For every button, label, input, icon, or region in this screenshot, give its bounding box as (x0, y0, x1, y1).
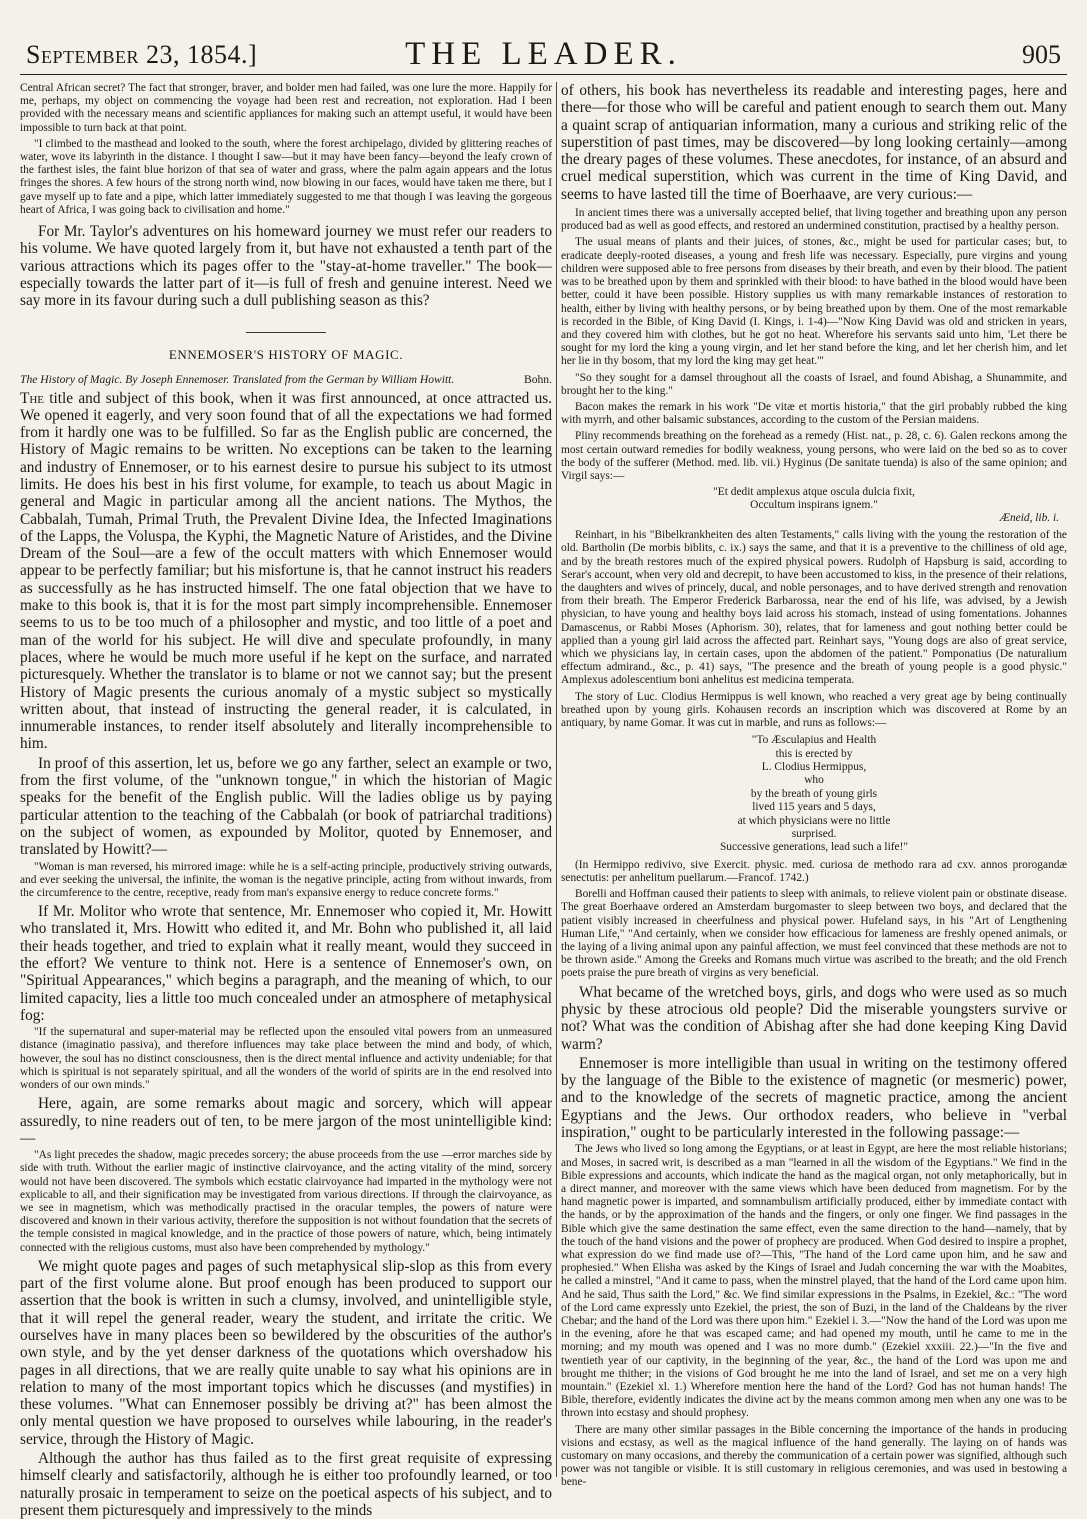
epitaph-line: by the breath of young girls (750, 787, 878, 800)
epitaph-line: L. Clodius Hermippus, (761, 761, 867, 773)
body-paragraph: of others, his book has nevertheless its readable and interesting pages, here and there—for those who will be careful and patient enough to search them out. Many a quaint scrap of antiquarian information, many a curious and striking relic of the superstition of past times, may be discovered—by long looking certainly—among the dreary pages of these volumes. These anecdotes, for instance, of an absurd and cruel medical superstition, which was current in the time of King David, and seems to have lasted till the time of Boerhaave, are very curious:— (561, 82, 1067, 203)
body-paragraph: If Mr. Molitor who wrote that sentence, Mr. Ennemoser who copied it, Mr. Howitt who translated it, Mrs. Howitt who edited it, and Mr. Bohn who published it, all laid their heads together, and tried to explain what it really meant, would they succeed in the effort? We venture to think not. Here is a sentence of Ennemoser's own, on "Spiritual Appearances," which begins a paragraph, and the meaning of which, to our limited capacity, lies a little too much concealed under an atmosphere of metaphysical fog: (20, 903, 552, 1024)
body-paragraph: What became of the wretched boys, girls, and dogs who were used as so much physic by these atrocious old people? Did the miserable youngsters survive or not? What was the condition of Abishag after she had done keeping King David warm? (561, 983, 1067, 1053)
citation-text: The History of Magic. By Joseph Ennemoser. Translated from the German by William Howitt. (20, 372, 455, 386)
epitaph-line: Successive generations, lead such a life!" (719, 841, 909, 854)
quote-paragraph: There are many other similar passages in the Bible concerning the importance of the hands in producing visions and ecstasy, as well as the magical influence of the hand generally. The laying on of hands was customary on many occasions, and thereby the communication of a certain power was signified, although such power was not tangible or visible. It is still customary in religious ceremonies, and was used in bestowing a bene- (561, 1423, 1067, 1489)
quote-paragraph: In ancient times there was a universally accepted belief, that living together and breathing upon any person produced bad as well as good effects, and restored an undermined constitution, practised by a healthy person. (561, 207, 1067, 233)
body-paragraph: For Mr. Taylor's adventures on his homeward journey we must refer our readers to his volume. We have quoted largely from it, but have not exhausted a tenth part of the various attractions which its pages offer to the "stay-at-home traveller." The book—especially towards the latter part of it—is full of fresh and genuine interest. Need we say more in its favour during such a dull publishing season as this? (20, 223, 552, 310)
latin-verse (561, 486, 1067, 525)
quote-paragraph: "I climbed to the masthead and looked to the south, where the forest archipelago, divided by glittering reaches of water, wove its labyrinth in the distance. I thought I saw—but it may have been fancy—beyond the leafy crown of the farthest isles, the faint blue horizon of that sea of water and grass, where the palm again appears and the lotus fringes the shores. A few hours of the strong north wind, now blowing in our faces, would have taken me there, but I gave myself up to fate and a pipe, which latter immediately suggested to me that though I was leaving the gorgeous heart of Africa, I was going back to civilisation and home." (20, 137, 552, 216)
quote-paragraph: "If the supernatural and super-material may be reflected upon the ensouled vital powers from an unmeasured distance (imaginatio passiva), and therefore influences may take place between the mind and body, of which, however, the soul has no distinct consciousness, then is the direct mental influence and activity undeniable; for that which is spiritual is not separately spiritual, and all the wonders of the world of spirits are in the end resolved into wonders of our own minds." (20, 1026, 552, 1092)
epitaph-line: at which physicians were no little (737, 814, 891, 827)
body-paragraph: Although the author has thus failed as to the first great requisite of expressing himself clearly and satisfactorily, although he is either too profoundly learned, or too naturally prosaic in temperament to seize on the poetical aspects of his subject, and to present them picturesquely and impressively to the minds (20, 1450, 552, 1519)
quote-paragraph: The Jews who lived so long among the Egyptians, or at least in Egypt, are here the most reliable historians; and Moses, in sacred writ, is described as a man "learned in all the wisdom of the Egyptians." We find in the Bible expressions and accounts, which indicate the hand as the magical organ, not only metaphorically, but in a direct manner, and moreover with the same views which have been deduced from magnetism. For by the hand magnetic power is imparted, and somnambulism artificially produced, either by immediate contact with the hands, or by the approximation of the hands and the fingers, or only one finger. We find passages in the Bible which give the same destination the same effect, even the same direction to the hand—namely, that by the touch of the hand visions and the power of prophecy are produced. When God desired to inspire a prophet, what expression do we find made use of?—This, "The hand of the Lord came upon him, and he saw and prophesied." When Elisha was asked by the Kings of Israel and Judah concerning the war with the Moabites, he called a minstrel, "And it came to pass, when the minstrel played, that the hand of the Lord came upon him. And he said, Thus saith the Lord," &c. We find similar expressions in the Psalms, in Ezekiel, &c.: "The word of the Lord came expressly unto Ezekiel, the priest, the son of Buzi, in the land of the Chaldeans by the river Chebar; and the hand of the Lord was there upon him." Ezekiel i. 3.—"Now the hand of the Lord was upon me in the evening, afore he that was escaped came; and had opened my mouth, until he came to me in the morning; and my mouth was opened and I was no more dumb." (Ezekiel xxxiii. 22.)—"In the five and twentieth year of our captivity, in the beginning of the year, &c., the hand of the Lord was upon me and brought me thither; in the visions of God brought he me into the land of Israel, and set me on a very high mountain." (Ezekiel xl. 1.) Wherefore mention here the hand of the Lord? God has not human hands! The Bible, therefore, evidently indicates the divine act by the means common among men when any one was to be thrown into ecstasy and should prophesy. (561, 1143, 1067, 1420)
quote-paragraph: Reinhart, in his "Bibelkrankheiten des alten Testaments," calls living with the young the restoration of the old. Bartholin (De morbis biblits, c. ix.) says the same, and that it is a preventive to the chilliness of old age, and by the breath restores much of the expired physical powers. Rudolph of Hapsburg is said, according to Serar's account, when very old and decrepit, to have been accustomed to kiss, in the presence of their relations, the daughters and wives of princely, ducal, and noble personages, and to have derived strength and renovation from their breath. The Emperor Frederick Barbarossa, near the end of his life, was advised, by a Jewish physician, to have young and healthy boys laid across his stomach, instead of using fomentations. Johannes Damascenus, or Rabbi Moses (Aphorism. 30), relates, that for lameness and gout nothing better could be applied than a young girl laid across the affected part. Reinhart says, "Young dogs are also of great service, which we physicians lay, in certain cases, upon the abdomen of the patient." Pomponatius (De naturalium effectum admirand., &c., p. 41) says, "The presence and the breath of young people is a good physic." Amplexus adolescentium boni anhelitus est medicina temperata. (561, 529, 1067, 687)
quote-paragraph: Central African secret? The fact that stronger, braver, and bolder men had failed, was one lure the more. Happily for me, perhaps, my object on commencing the voyage had been rest and recreation, not exploration. Had I been provided with the necessary means and scientific appliances for making such an attempt useful, it would have been impossible to turn back at that point. (20, 82, 552, 134)
right-column (561, 82, 1067, 1489)
epitaph-line: surprised. (791, 828, 837, 841)
newspaper-title: THE LEADER. (405, 36, 682, 72)
left-column (20, 82, 552, 1519)
quote-paragraph: "So they sought for a damsel throughout all the coasts of Israel, and found Abishag, a Shunammite, and brought her to the king." (561, 371, 1067, 397)
column-divider (556, 82, 557, 1477)
quote-paragraph: The usual means of plants and their juices, of stones, &c., might be used for particular cases; but, to eradicate deeply-rooted diseases, a young and fresh life was necessary. Especially, pure virgins and young children were supposed able to free persons from diseases by their breath, and even by their blood. The patient was to be breathed upon by them and sprinkled with their blood: to have bathed in the blood would have been better, could it have been possible. History supplies us with many remarkable instances of restoration to health, either by living with healthy persons, or by being breathed upon by them. One of the most remarkable is recorded in the Bible, of King David (I. Kings, i. 1-4)—"Now King David was old and stricken in years, and they covered him with clothes, but he got no heat. Wherefore his servants said unto him, 'Let there be sought for my lord the king a young virgin, and let her stand before the king, and let her cherish him, and let her lie in thy bosom, that my lord the king may get heat.'" (561, 236, 1067, 368)
body-paragraph: We might quote pages and pages of such metaphysical slip-slop as this from every part of the first volume alone. But proof enough has been produced to support our assertion that the book is written in such a clumsy, involved, and unintelligible style, that it will repel the general reader, weary the student, and irritate the critic. We ourselves have in many places been so bewildered by the obscurities of the author's own style, and by the yet denser darkness of the quotations which overshadow his pages in all directions, that we are really quite unable to say what his opinions are in relation to many of the most important topics which he discusses (and mystifies) in these volumes. "What can Ennemoser possibly be driving at?" has been almost the only mental question we have proposed to ourselves while labouring, in the reader's service, through the History of Magic. (20, 1257, 552, 1448)
body-paragraph: In proof of this assertion, let us, before we go any farther, select an example or two, from the first volume, of the "unknown tongue," in which the historian of Magic speaks for the benefit of the English public. Will the ladies oblige us by paying particular attention to the teaching of the Cabbalah (or book of patriarchal traditions) on the subject of women, as expounded by Molitor, quoted by Ennemoser, and translated by Howitt?— (20, 754, 552, 859)
body-paragraph: Here, again, are some remarks about magic and sorcery, which will appear assuredly, to nine readers out of ten, to be mere jargon of the most unintelligible kind:— (20, 1095, 552, 1147)
article-heading: ENNEMOSER'S HISTORY OF MAGIC. (168, 346, 404, 362)
epitaph-line: "To Æsculapius and Health (751, 734, 877, 747)
citation-publisher: Bohn. (523, 372, 552, 386)
epitaph-line: who (804, 774, 824, 787)
quote-paragraph: (In Hermippo redivivo, sive Exercit. physic. med. curiosa de methodo rara ad cxv. annos prorogandæ senectutis: per anhelitum puellarum.—Francof. 1742.) (561, 858, 1067, 885)
verse-line: Occultum inspirans ignem." (750, 499, 878, 512)
page-number: 905 (1022, 40, 1061, 69)
issue-date: September 23, 1854.] (26, 40, 258, 69)
lead-word: The (20, 389, 45, 407)
body-paragraph: Ennemoser is more intelligible than usual in writing on the testimony offered by the language of the Bible to the existence of magnetic (or mesmeric) power, and to the knowledge of the secrets of magnetic practice, among the ancient Egyptians and the Jews. Our orthodox readers, who believe in "verbal inspiration," ought to be particularly interested in the following passage:— (561, 1054, 1067, 1142)
book-citation (20, 373, 552, 386)
body-paragraph (20, 390, 552, 753)
verse-line: "Et dedit amplexus atque oscula dulcia fixit, (713, 486, 915, 499)
quote-paragraph: Bacon makes the remark in his work "De vitæ et mortis historia," that the girl probably rubbed the king with myrrh, and other balsamic substances, according to the custom of the Persian maidens. (561, 400, 1067, 427)
epitaph-line: lived 115 years and 5 days, (752, 801, 876, 814)
quote-paragraph: "Woman is man reversed, his mirrored image: while he is a self-acting principle, productively striving outwards, and ever seeking the universal, the infinite, the woman is the negative principle, acting from without inwards, from the circumference to the centre, receptive, ready from man's expansive energy to reduce concrete forms." (20, 860, 552, 899)
quote-paragraph: Pliny recommends breathing on the forehead as a remedy (Hist. nat., p. 28, c. 6). Galen reckons among the most certain outward remedies for bodily weakness, young persons, who were laid on the bed so as to cover the body of the sufferer (Method. med. lib. vii.) Hyginus (De sanitate tuenda) is also of the same opinion; and Virgil says:— (561, 430, 1067, 482)
section-rule (246, 332, 326, 333)
quote-paragraph: The story of Luc. Clodius Hermippus is well known, who reached a very great age by being continually breathed upon by young girls. Kohausen records an inscription which was discovered at Rome by an antiquary, by name Gomar. It was cut in marble, and runs as follows:— (561, 690, 1067, 729)
verse-source: Æneid, lib. i. (999, 512, 1059, 525)
masthead (20, 30, 1067, 75)
epitaph-line: this is erected by (775, 747, 853, 760)
body-text: title and subject of this book, when it was first announced, at once attracted us. We opened it eagerly, and very soon found that of all the expectations we had formed from it hardly one was to be fulfilled. So far as the English public are concerned, the History of Magic remains to be written. No exceptions can be taken to the learning and industry of Ennemoser, or to his earnest desire to pursue his subject to its utmost limits. He does his best in his first volume, for example, to teach us about Magic in general and Magic in particular among all the ancient nations. The Mythos, the Cabbalah, Tumah, Primal Truth, the Prevalent Divine Idea, the Infected Imaginations of the Lapps, the Voluspa, the Kyphi, the Magnetic Nature of Aristides, and the Divine Dream of the Soul—are a few of the occult matters with which Ennemoser would appear to be perfectly familiar; but his misfortune is, that he cannot instruct his readers as successfully as he has instructed himself. The one fatal objection that we have to make to this book is, that it is for the most part simply incomprehensible. Ennemoser seems to us to be too much of a philosopher and mystic, and too little of a poet and man of the world for his subject. He will dive and speculate profoundly, in many places, where he would be much more useful if he kept on the surface, and narrated picturesquely. Whether the translator is to blame or not we cannot say; but the present History of Magic presents the curious anomaly of a mystic subject so mystically written about, that instead of instructing the general reader, it is calculated, in innumerable instances, to render itself absolutely and literally incomprehensible to him. (20, 389, 552, 753)
quote-paragraph: "As light precedes the shadow, magic precedes sorcery; the abuse proceeds from the use —error marches side by side with truth. Without the earlier magic of instinctive clairvoyance, and the acting vitality of the mind, sorcery would not have been discovered. The symbols which ecstatic clairvoyance had imparted in the mythology were not explicable to all, and their signification may be investigated from various directions. If through the clairvoyance, as we see in magnetism, which was methodically practised in the oracular temples, the powers of nature were discovered and known in their various activity, therefore the supposition is not without foundation that the secrets of the temple consisted in magical knowledge, and in the practice of those powers of nature, which, being intimately connected with the religious customs, must also have been comprehended by mythology." (20, 1149, 552, 1254)
epitaph-inscription (561, 734, 1067, 855)
quote-paragraph: Borelli and Hoffman caused their patients to sleep with animals, to relieve violent pain or obstinate disease. The great Boerhaave ordered an Amsterdam burgomaster to sleep between two boys, and declared that the patient visibly increased in cheerfulness and physical power. Hufeland says, in his "Art of Lengthening Human Life," "And certainly, when we consider how efficacious for lameness are freshly opened animals, or the laying of a living animal upon any painful affection, we must feel convinced that these methods are not to be thrown aside." Among the Greeks and Romans much virtue was ascribed to the breath; and the old French poets praise the pure breath of virgins as very beneficial. (561, 888, 1067, 980)
